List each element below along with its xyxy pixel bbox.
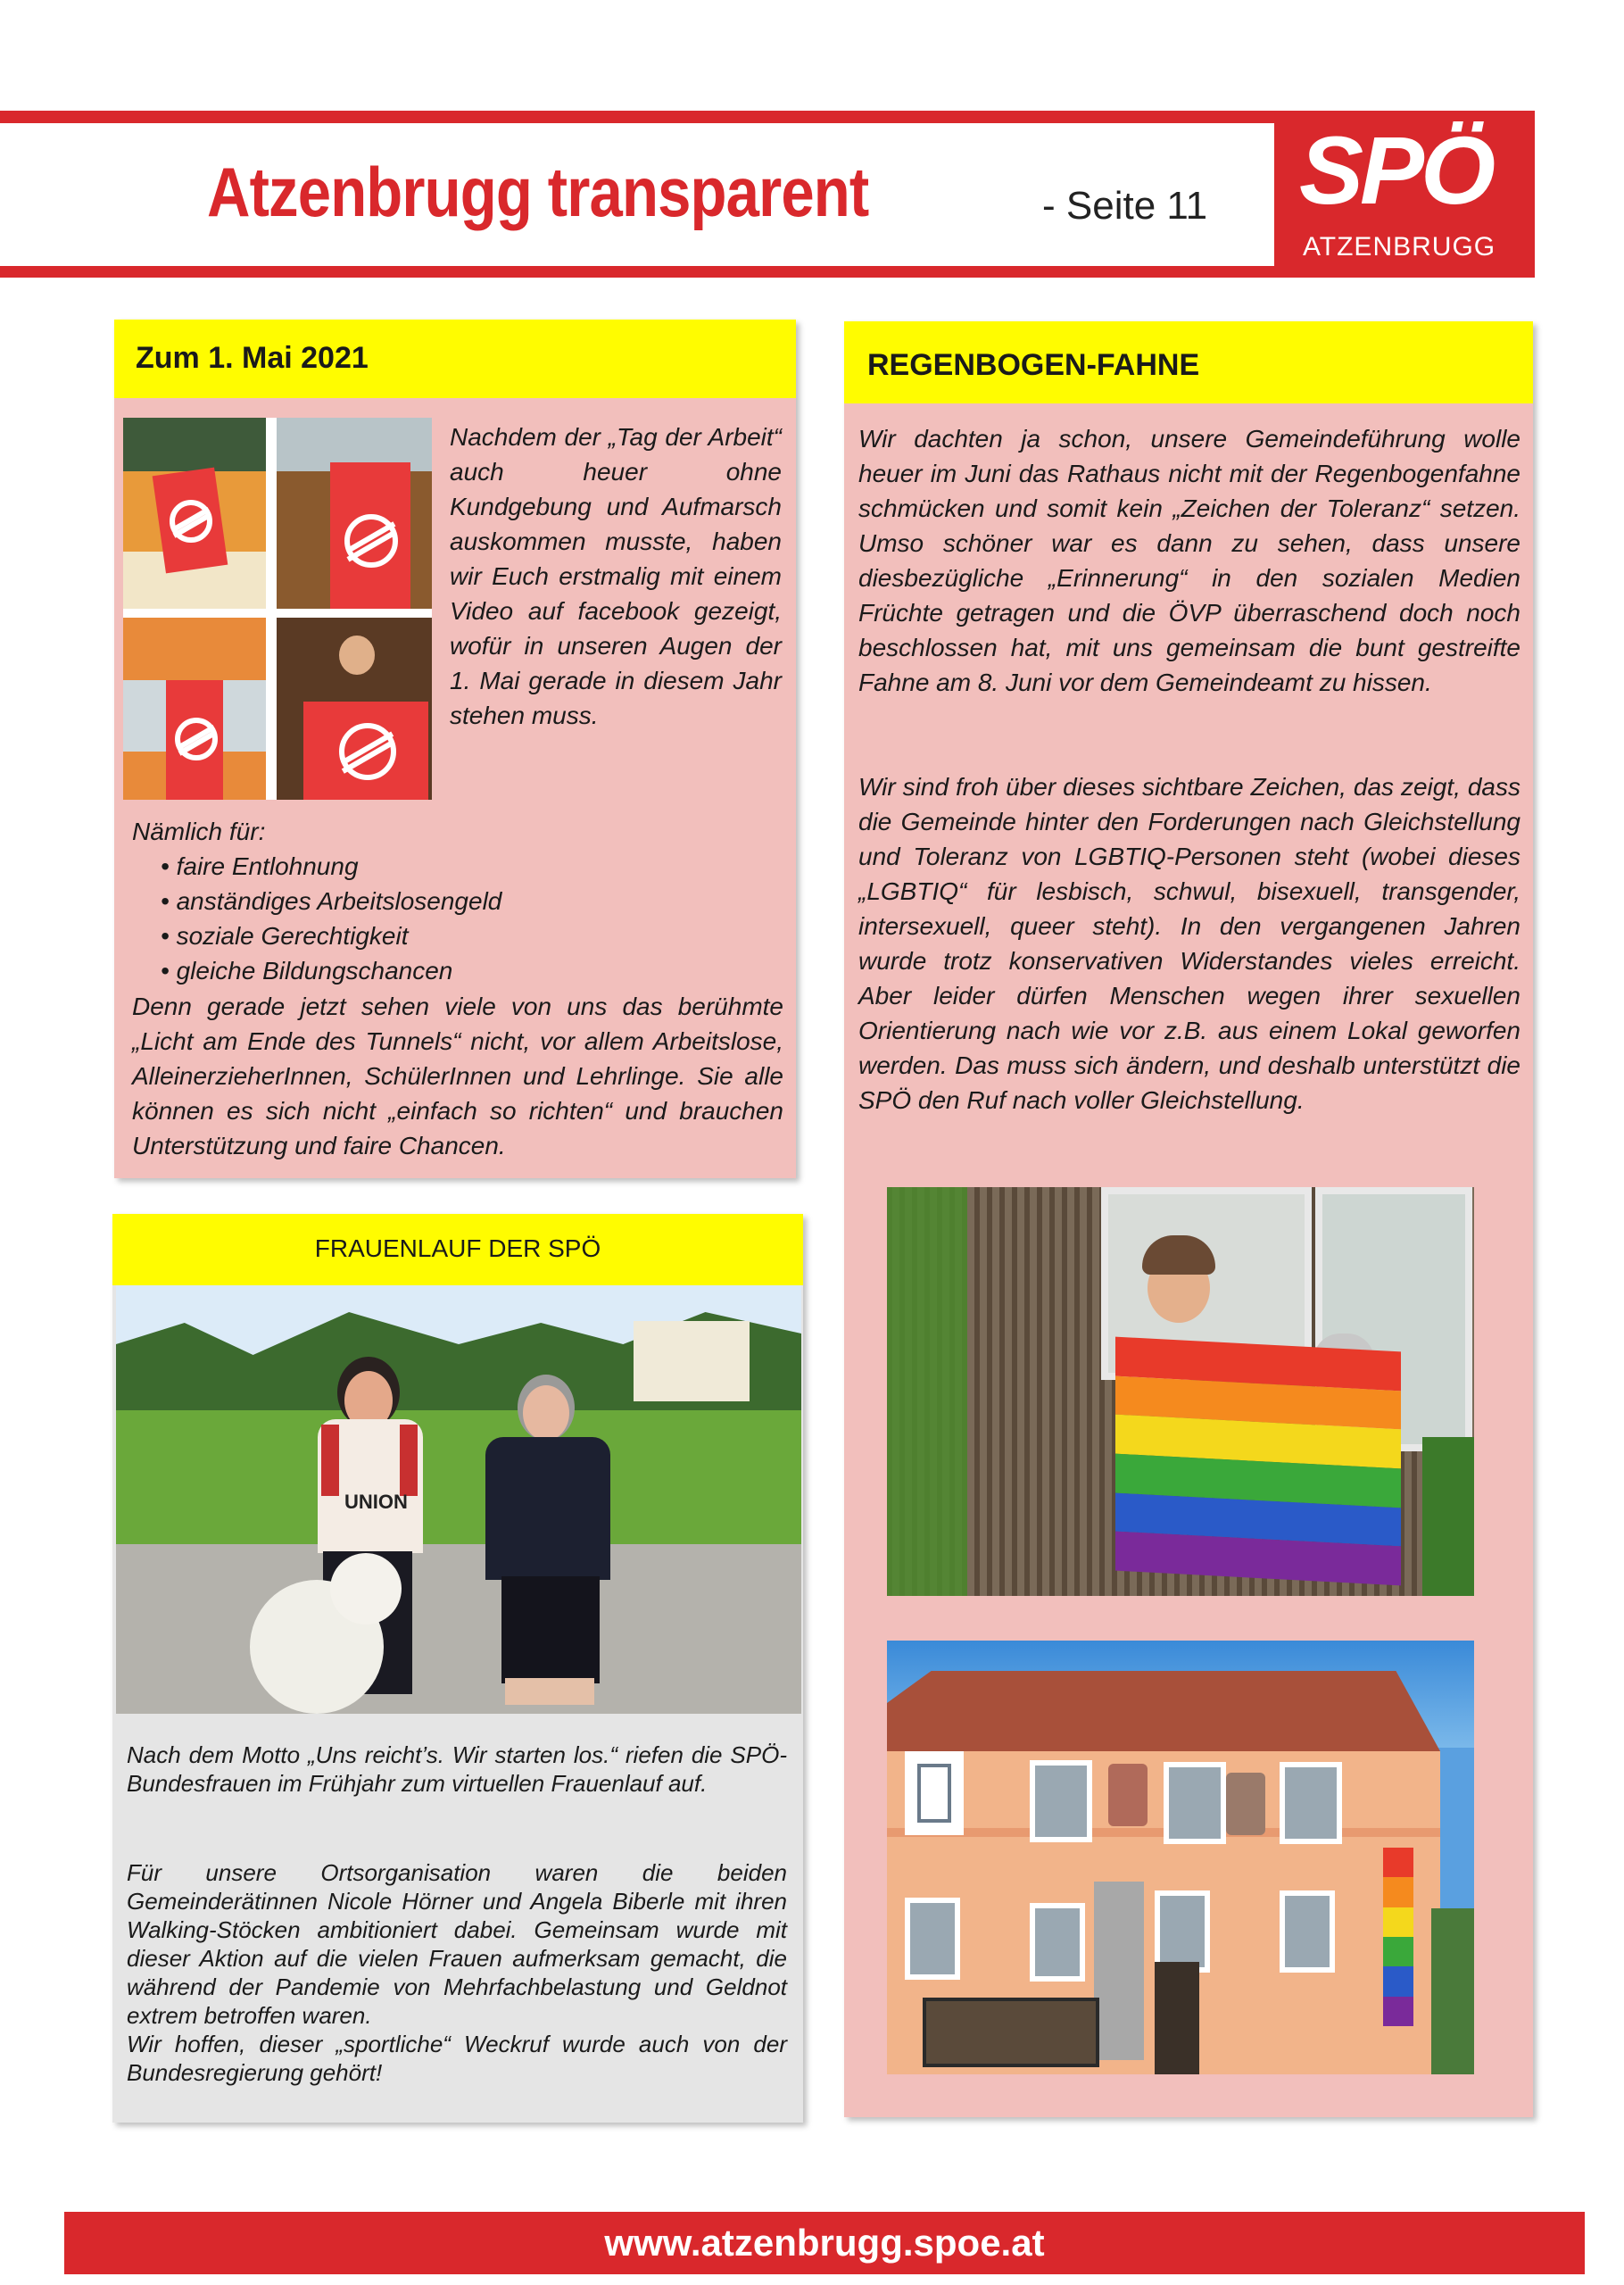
spo-logo: SPÖ [1299,116,1493,224]
mai-intro-text: Nachdem der „Tag der Arbeit“ auch heuer ohne Kundgebung und Aufmarsch auskommen musste, haben wir Euch erstmalig mit einem Video auf facebook gezeigt, wofür in unseren Augen der 1. Mai gerade in diesem Jahr stehen muss. [450,423,782,729]
mai-photo-collage [123,418,432,800]
frauenlauf-paragraph-1: Nach dem Motto „Uns reicht’s. Wir starten los.“ riefen die SPÖ-Bundesfrauen im Frühjahr zum virtuellen Frauenlauf auf. [127,1741,787,1797]
mai-closing-text: Denn gerade jetzt sehen viele von uns das berühmte „Licht am Ende des Tunnels“ nicht, vor allem Arbeitslose, AlleinerzieherInnen, SchülerInnen und Lehrlinge. Sie alle können es sich nicht „einfach so richten“ und brauchen Unterstützung und faire Chancen. [132,993,783,1159]
frauenlauf-paragraph-2: Für unsere Ortsorganisation waren die beiden Gemeinderätinnen Nicole Hörner und Angela Biberle mit ihren Walking-Stöcken ambitioniert dabei. Gemeinsam wurde mit dieser Aktion auf die vielen Frauen aufmerksam gemacht, die während der Pandemie von Mehrfachbelastung und Geldnot extrem betroffen waren. [127,1859,787,2029]
frauenlauf-photo [116,1285,801,1714]
collage-photo-2 [277,418,432,609]
list-item: • soziale Gerechtigkeit [161,918,783,953]
footer-website-link[interactable]: www.atzenbrugg.spoe.at [604,2222,1045,2264]
mai-demands-list [132,849,783,988]
rainbow-flag-photo [887,1187,1474,1596]
mai-list-block [132,814,783,988]
rainbow-flag-on-pole [1383,1848,1413,2026]
spo-logo-subtitle: ATZENBRUGG [1303,232,1496,262]
regenbogen-paragraph-2: Wir sind froh über dieses sichtbare Zeichen, das zeigt, dass die Gemeinde hinter den Forderungen nach Gleichstellung und Toleranz von LGBTIQ-Personen steht (wobei dieses „LGBTIQ“ für lesbisch, schwul, bisexuell, transgender, intersexuell, queer steht). In den vergangenen Jahren wurde trotz konservativen Widerstandes vieles erreicht. Aber leider dürfen Menschen wegen ihrer sexuellen Orientierung nach wie vor z.B. aus einem Lokal geworfen werden. Das muss sich ändern, und deshalb unterstützt die SPÖ den Ruf nach voller Gleichstellung. [858,773,1520,1114]
mai-heading: Zum 1. Mai 2021 [136,341,369,375]
list-item: • faire Entlohnung [161,849,783,884]
collage-photo-3 [123,618,266,800]
page-number: - Seite 11 [1042,184,1208,228]
list-item: • anständiges Arbeitslosengeld [161,884,783,918]
frauenlauf-heading: FRAUENLAUF DER SPÖ [314,1234,601,1262]
collage-photo-1 [123,418,266,609]
rainbow-flag [1115,1337,1401,1586]
regenbogen-heading: REGENBOGEN-FAHNE [867,348,1200,382]
collage-photo-4 [277,618,432,800]
list-item: • gleiche Bildungschancen [161,953,783,988]
mai-list-lead: Nämlich für: [132,818,266,845]
page-title: Atzenbrugg transparent [207,153,869,231]
regenbogen-paragraph-1: Wir dachten ja schon, unsere Gemeindeführung wolle heuer im Juni das Rathaus nicht mit der Regenbogenfahne schmücken und somit kein „Zeichen der Toleranz“ setzen. Umso schöner war es dann zu sehen, dass unsere diesbezügliche „Erinnerung“ in den sozialen Medien Früchte getragen und die ÖVP überraschend doch noch beschlossen hat, mit uns gemeinsam die bunt gestreifte Fahne am 8. Juni vor dem Gemeindeamt zu hissen. [858,425,1520,696]
shirt-print: UNION [344,1491,408,1513]
town-hall-photo [887,1641,1474,2074]
frauenlauf-paragraph-3: Wir hoffen, dieser „sportliche“ Weckruf wurde auch von der Bundesregierung gehört! [127,2031,787,2086]
